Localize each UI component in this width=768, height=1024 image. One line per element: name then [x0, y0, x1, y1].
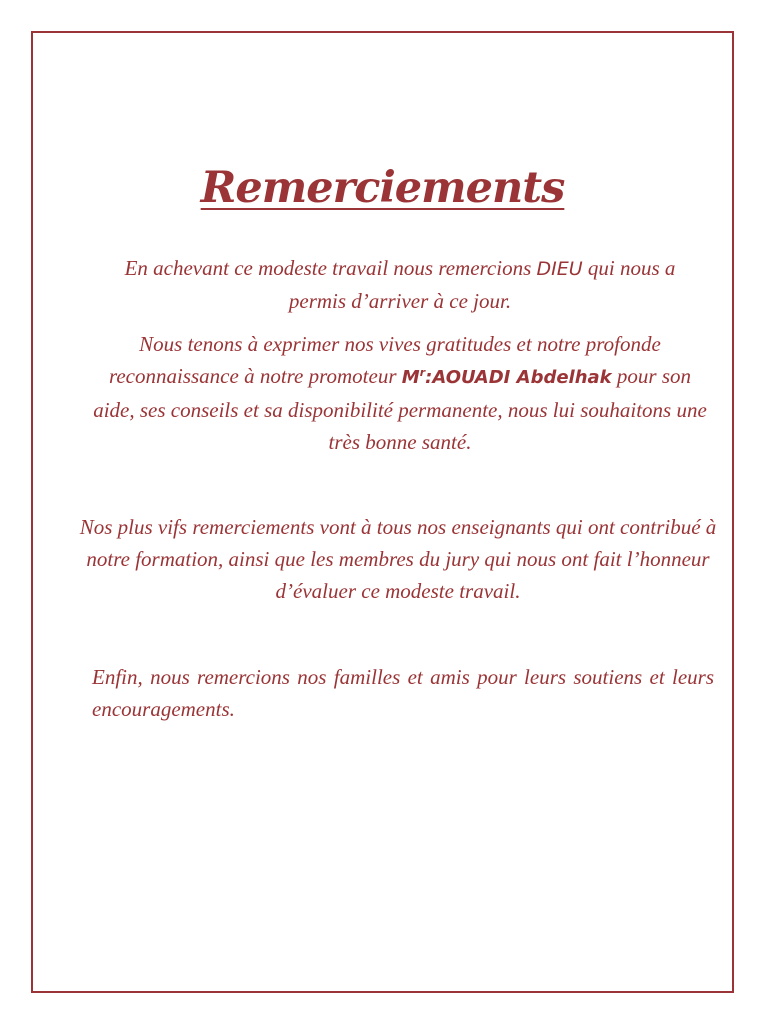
paragraph-text: pour son aide, ses conseils et sa disponibilité permanente, nous lui souhaitons une très bonne santé. — [93, 364, 707, 454]
supervisor-name — [402, 367, 612, 388]
paragraph-text: qui nous a permis d’arriver à ce jour. — [288, 256, 676, 313]
paragraph-thanks-family: Enfin, nous remercions nos familles et amis pour leurs soutiens et leurs encouragements. — [92, 665, 714, 721]
supervisor-title: M — [401, 367, 420, 388]
supervisor-name-text: :AOUADI Abdelhak — [425, 367, 612, 388]
paragraph-thanks-teachers: Nos plus vifs remerciements vont à tous nos enseignants qui ont contribué à notre formation, ainsi que les membres du jury qui nous ont fait l’honneur d’évaluer ce modeste travail. — [79, 515, 717, 603]
paragraph-text: Nous tenons à exprimer nos vives gratitudes et notre profonde reconnaissance à notre promoteur — [108, 332, 661, 388]
paragraph-text: En achevant ce modeste travail nous remercions — [124, 256, 537, 280]
supervisor-title-superscript: r — [419, 366, 426, 379]
paragraph-thanks-supervisor — [90, 328, 710, 458]
highlight-dieu: DIEU — [536, 258, 583, 280]
paragraph-thanks-god — [100, 252, 700, 317]
page-title: Remerciements — [200, 163, 565, 213]
